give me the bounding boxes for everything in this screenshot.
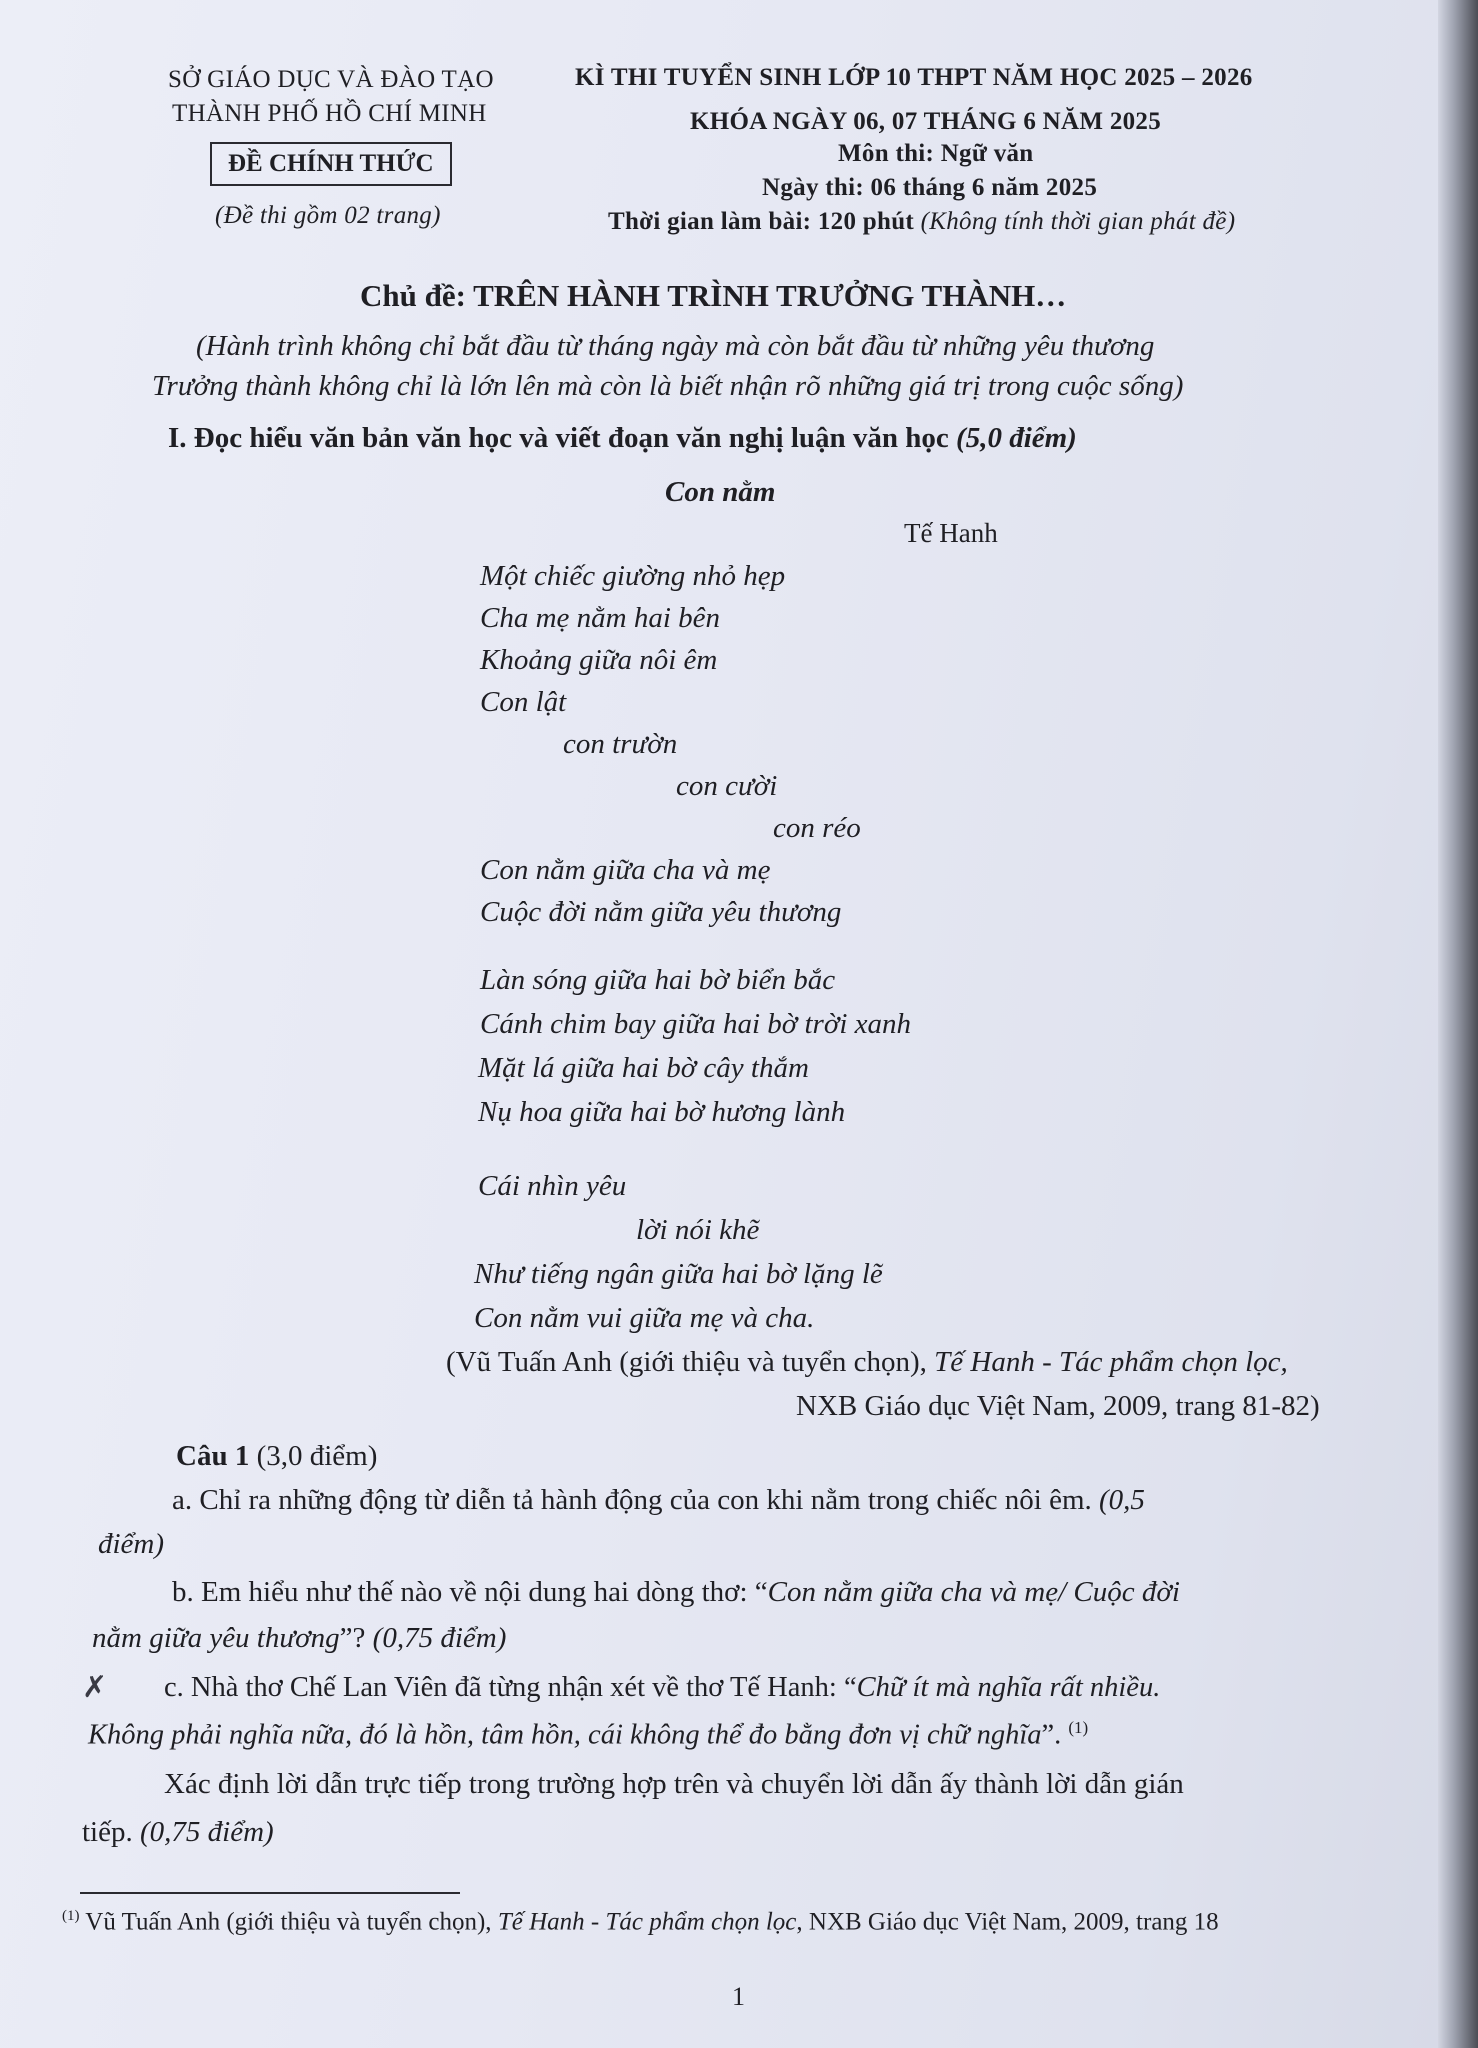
poem-line: con trườn <box>563 728 678 760</box>
page-edge-shadow <box>1438 0 1478 2048</box>
poem-line: Làn sóng giữa hai bờ biển bắc <box>480 964 836 996</box>
poem-line: Con lật <box>480 686 567 718</box>
poem-line: con réo <box>773 812 861 844</box>
question-1b: b. Em hiểu như thế nào về nội dung hai dòng thơ: “Con nằm giữa cha và mẹ/ Cuộc đời <box>172 1576 1180 1608</box>
question-1c-task-cont: tiếp. (0,75 điểm) <box>82 1816 274 1848</box>
poem-line: Con nằm giữa cha và mẹ <box>480 854 771 886</box>
footnote: $^{(1)}$ Vũ Tuấn Anh (giới thiệu và tuyển chọn), Tế Hanh - Tác phẩm chọn lọc, NXB Giáo dục Việt Nam, 2009, trang 18 <box>62 1908 1219 1936</box>
dept-name: SỞ GIÁO DỤC VÀ ĐÀO TẠO <box>168 66 494 93</box>
poem-line: Mặt lá giữa hai bờ cây thắm <box>478 1052 809 1084</box>
poem-line: Như tiếng ngân giữa hai bờ lặng lẽ <box>474 1258 883 1290</box>
footnote-rule <box>80 1892 460 1894</box>
exam-session: KHÓA NGÀY 06, 07 THÁNG 6 NĂM 2025 <box>690 108 1162 135</box>
exam-subject: Môn thi: Ngữ văn <box>838 140 1034 167</box>
poem-line: Một chiếc giường nhỏ hẹp <box>480 560 786 592</box>
poem-line: Cánh chim bay giữa hai bờ trời xanh <box>480 1008 911 1040</box>
section-heading: I. Đọc hiểu văn bản văn học và viết đoạn văn nghị luận văn học (5,0 điểm) <box>168 422 1077 454</box>
question-1-label: Câu 1 (3,0 điểm) <box>176 1440 378 1472</box>
poem-line: Cuộc đời nằm giữa yêu thương <box>480 896 842 928</box>
poem-line: Con nằm vui giữa mẹ và cha. <box>474 1302 815 1334</box>
theme-line-1: (Hành trình không chỉ bắt đầu từ tháng ngày mà còn bắt đầu từ những yêu thương <box>196 330 1155 362</box>
poem-source-2: NXB Giáo dục Việt Nam, 2009, trang 81-82) <box>796 1390 1320 1422</box>
question-1b-cont: nằm giữa yêu thương”? (0,75 điểm) <box>92 1622 507 1654</box>
poem-author: Tế Hanh <box>904 518 998 548</box>
question-1a-points: điểm) <box>98 1528 165 1560</box>
handwritten-mark: ✗ <box>82 1671 108 1704</box>
poem-line: Khoảng giữa nôi êm <box>480 644 718 676</box>
exam-date: Ngày thi: 06 tháng 6 năm 2025 <box>762 174 1098 201</box>
pages-note: (Đề thi gồm 02 trang) <box>215 202 441 229</box>
poem-line: con cười <box>676 770 778 802</box>
city-name: THÀNH PHỐ HỒ CHÍ MINH <box>172 100 487 127</box>
poem-title: Con nằm <box>665 476 776 508</box>
poem-line: Cha mẹ nằm hai bên <box>480 602 721 634</box>
poem-line: lời nói khẽ <box>636 1214 760 1246</box>
question-1c-task: Xác định lời dẫn trực tiếp trong trường hợp trên và chuyển lời dẫn ấy thành lời dẫn gián <box>164 1768 1184 1800</box>
question-1c: c. Nhà thơ Chế Lan Viên đã từng nhận xét về thơ Tế Hanh: “Chữ ít mà nghĩa rất nhiều. <box>164 1672 1161 1703</box>
exam-title: KÌ THI TUYỂN SINH LỚP 10 THPT NĂM HỌC 2025 – 2026 <box>575 64 1253 91</box>
poem-line: Cái nhìn yêu <box>478 1170 627 1202</box>
page-number: 1 <box>732 1982 745 2011</box>
poem-source-1: (Vũ Tuấn Anh (giới thiệu và tuyển chọn), Tế Hanh - Tác phẩm chọn lọc, <box>446 1346 1288 1378</box>
theme-title: Chủ đề: TRÊN HÀNH TRÌNH TRƯỞNG THÀNH… <box>360 278 1067 313</box>
theme-line-2: Trưởng thành không chỉ là lớn lên mà còn là biết nhận rõ những giá trị trong cuộc sống) <box>152 370 1184 402</box>
question-1a: a. Chỉ ra những động từ diễn tả hành động của con khi nằm trong chiếc nôi êm. (0,5 <box>172 1484 1145 1516</box>
question-1c-cont: Không phải nghĩa nữa, đó là hồn, tâm hồn, cái không thể đo bằng đơn vị chữ nghĩa”. $^{(1)}$ <box>88 1718 1089 1751</box>
official-badge: ĐỀ CHÍNH THỨC <box>210 142 452 186</box>
exam-time: Thời gian làm bài: 120 phút (Không tính thời gian phát đề) <box>608 208 1236 235</box>
poem-line: Nụ hoa giữa hai bờ hương lành <box>478 1096 846 1128</box>
